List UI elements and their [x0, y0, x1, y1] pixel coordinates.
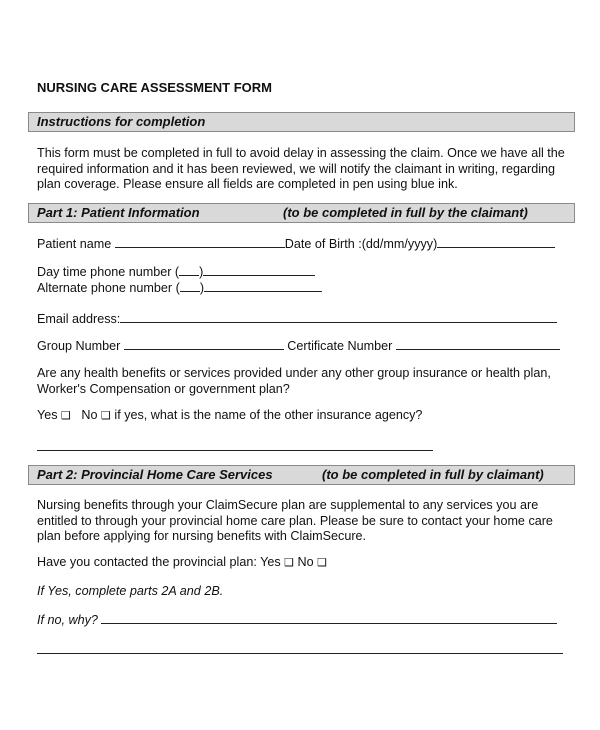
group-field[interactable] — [124, 338, 284, 350]
patient-name-row — [37, 236, 555, 251]
alt-phone-row — [37, 280, 322, 295]
form-title: NURSING CARE ASSESSMENT FORM — [37, 80, 272, 95]
part1-header-note: (to be completed in full by the claimant) — [283, 205, 528, 220]
if-no-row — [37, 612, 557, 627]
part2-text — [37, 498, 577, 545]
part2-line: Nursing benefits through your ClaimSecure plan are supplemental to any services you are — [37, 498, 539, 512]
no-checkbox[interactable]: ❑ — [101, 409, 111, 422]
day-phone-field[interactable] — [203, 264, 315, 276]
instructions-line: required information and it has been reviewed, we will notify the claimant in writing, regarding — [37, 161, 556, 176]
email-field[interactable] — [120, 311, 557, 323]
yes-checkbox[interactable]: ❑ — [61, 409, 71, 422]
if-no-label: If no, why? — [37, 613, 98, 627]
instructions-text — [37, 146, 577, 193]
email-row — [37, 311, 557, 326]
instructions-header-label: Instructions for completion — [37, 114, 206, 129]
contacted-row — [37, 555, 327, 569]
part2-header-label: Part 2: Provincial Home Care Services — [37, 467, 273, 482]
contacted-yes-checkbox[interactable]: ❑ — [284, 556, 295, 569]
if-no-reason-field[interactable] — [101, 612, 557, 624]
insurance-yes-no-row — [37, 408, 422, 422]
instructions-line: This form must be completed in full to avoid delay in assessing the claim. Once we have all the — [37, 146, 565, 160]
agency-question: if yes, what is the name of the other insurance agency? — [114, 408, 423, 422]
yes-label: Yes — [37, 408, 58, 422]
no-label: No — [297, 555, 314, 569]
contacted-question: Have you contacted the provincial plan: Yes — [37, 555, 281, 569]
patient-name-label: Patient name — [37, 237, 112, 251]
patient-name-field[interactable] — [115, 236, 285, 248]
certificate-label: Certificate Number — [287, 339, 393, 353]
day-phone-row — [37, 264, 315, 279]
part2-header-note: (to be completed in full by claimant) — [322, 467, 544, 482]
contacted-no-checkbox[interactable]: ❑ — [317, 556, 327, 569]
instructions-header — [28, 112, 575, 132]
alt-phone-area-field[interactable] — [180, 280, 200, 292]
question-line: Are any health benefits or services provided under any other group insurance or health plan, — [37, 366, 551, 380]
agency-name-field[interactable] — [37, 450, 433, 451]
part2-line: plan before applying for nursing benefits with ClaimSecure. — [37, 529, 367, 543]
group-label: Group Number — [37, 339, 121, 353]
part1-header-label: Part 1: Patient Information — [37, 205, 200, 220]
group-row — [37, 338, 560, 353]
day-phone-area-field[interactable] — [179, 264, 199, 276]
alt-phone-field[interactable] — [204, 280, 322, 292]
dob-field[interactable] — [437, 236, 555, 248]
paren: ) — [199, 265, 204, 279]
reason-continuation-field[interactable] — [37, 653, 563, 654]
part1-header — [28, 203, 575, 223]
instructions-line: plan coverage. Please ensure all fields are completed in pen using blue ink. — [37, 177, 458, 191]
day-phone-label: Day time phone number ( — [37, 265, 180, 279]
email-label: Email address: — [37, 312, 121, 326]
paren: ) — [199, 281, 205, 295]
part2-header — [28, 465, 575, 485]
other-insurance-question — [37, 366, 577, 397]
question-line: Worker's Compensation or government plan? — [37, 381, 290, 396]
dob-label: Date of Birth :(dd/mm/yyyy) — [284, 237, 438, 251]
no-label: No — [81, 408, 98, 422]
certificate-field[interactable] — [396, 338, 560, 350]
if-yes-instruction: If Yes, complete parts 2A and 2B. — [37, 584, 224, 598]
alt-phone-label: Alternate phone number ( — [37, 281, 180, 295]
part2-line: entitled to through your provincial home care plan. Please be sure to contact your home care — [37, 513, 553, 528]
